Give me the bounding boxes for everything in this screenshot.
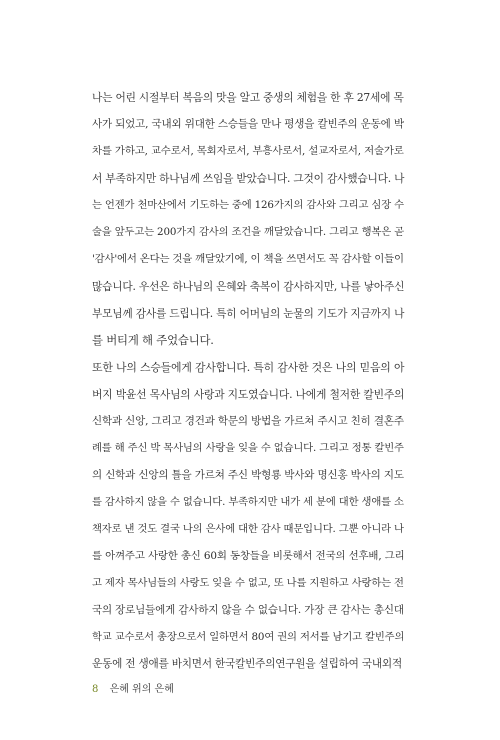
- text-line: '감사'에서 온다는 것을 깨달았기에, 이 책을 쓰면서도 꼭 감사할 이들이: [92, 253, 404, 265]
- text-line: 사가 되었고, 국내외 위대한 스승들을 만나 평생을 칼빈주의 운동에 박: [92, 118, 404, 130]
- text-line: 부모님께 감사를 드립니다. 특히 어머님의 눈물의 기도가 지금까지 나: [92, 307, 405, 320]
- page-footer: [92, 680, 174, 695]
- text-line: 를 감사하지 않을 수 없습니다. 부족하지만 내가 세 분에 대한 생애를 소: [92, 496, 404, 508]
- text-line: 책자로 낸 것도 결국 나의 은사에 대한 감사 때문입니다. 그뿐 아니라 나: [92, 523, 404, 535]
- text-line: 학교 교수로서 총장으로서 일하면서 80여 권의 저서를 남기고 칼빈주의: [92, 631, 405, 643]
- text-line: 버지 박윤선 목사님의 사랑과 지도였습니다. 나에게 철저한 칼빈주의: [92, 388, 405, 401]
- text-line: 운동에 전 생애를 바치면서 한국칼빈주의연구원을 설립하여 국내외적: [92, 658, 402, 670]
- text-line: 술을 앞두고는 200가지 감사의 조건을 깨달았습니다. 그리고 행복은 곧: [92, 226, 404, 238]
- text-line: 고 제자 목사님들의 사랑도 잊을 수 없고, 또 나를 지원하고 사랑하는 전: [92, 577, 404, 589]
- text-line: 의 신학과 신앙의 틀을 가르쳐 주신 박형룡 박사와 명신홍 박사의 지도: [92, 469, 404, 481]
- text-line: 를 아껴주고 사랑한 총신 60회 동창들을 비롯해서 전국의 선후배, 그리: [92, 550, 405, 562]
- text-line: 나는 어린 시절부터 복음의 맛을 알고 중생의 체험을 한 후 27세에 목: [92, 91, 404, 104]
- text-line: 많습니다. 우선은 하나님의 은혜와 축복이 감사하지만, 나를 낳아주신: [92, 280, 405, 293]
- paragraph-1: [92, 84, 404, 354]
- text-line: 를 버티게 해 주었습니다.: [92, 333, 214, 347]
- text-line: 신학과 신앙, 그리고 경건과 학문의 방법을 가르쳐 주시고 친히 결혼주: [92, 415, 404, 427]
- page-number: 8: [92, 684, 99, 695]
- text-line: 차를 가하고, 교수로서, 목회자로서, 부흥사로서, 설교자로서, 저술가로: [92, 145, 404, 157]
- text-line: 례를 해 주신 박 목사님의 사랑을 잊을 수 없습니다. 그리고 정통 칼빈주: [92, 442, 404, 454]
- text-line: 는 언젠가 천마산에서 기도하는 중에 126가지의 감사와 그리고 심장 수: [92, 199, 404, 211]
- text-line: 국의 장로님들에게 감사하지 않을 수 없습니다. 가장 큰 감사는 총신대: [92, 604, 404, 616]
- running-title: 은혜 위의 은혜: [109, 684, 174, 695]
- text-line: 서 부족하지만 하나님께 쓰임을 받았습니다. 그것이 감사했습니다. 나: [92, 172, 405, 185]
- text-line: 또한 나의 스승들에게 감사합니다. 특히 감사한 것은 나의 믿음의 아: [92, 361, 405, 374]
- paragraph-2: [92, 354, 404, 678]
